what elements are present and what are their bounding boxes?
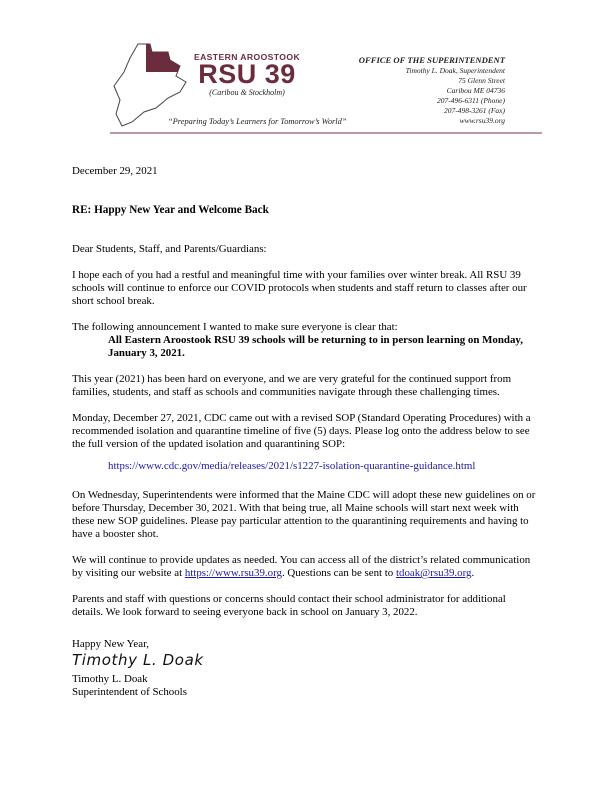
office-line: www.rsu39.org: [459, 116, 505, 125]
paragraph-line: recommended isolation and quarantine timeline of five (5) days. Please log onto the address below to see: [72, 425, 530, 437]
office-line: 207-496-6311 (Phone): [437, 96, 505, 105]
announcement-line: January 3, 2021.: [108, 347, 185, 359]
paragraph-line: I hope each of you had a restful and meaningful time with your families over winter break. All RSU 39: [72, 269, 521, 281]
handwritten-signature: Timothy L. Doak: [72, 651, 204, 669]
paragraph-line: schools will continue to enforce our COVID protocols when students and staff return to classes after our: [72, 282, 527, 294]
paragraph-line: the full version of the updated isolation and quarantining SOP:: [72, 438, 346, 450]
office-line: Caribou ME 04736: [446, 86, 505, 95]
paragraph-line: families, students, and staff as schools and communities navigate through these challenging times.: [72, 386, 500, 398]
letter-subject: RE: Happy New Year and Welcome Back: [72, 204, 269, 216]
signer-title: Superintendent of Schools: [72, 686, 187, 698]
closing: Happy New Year,: [72, 638, 149, 650]
logo-title: RSU 39: [198, 59, 296, 89]
letter-date: December 29, 2021: [72, 165, 158, 177]
paragraph-line: [72, 567, 474, 580]
paragraph-line: short school break.: [72, 295, 155, 307]
paragraph-line: We will continue to provide updates as needed. You can access all of the district’s related communication: [72, 554, 531, 566]
paragraph-line: The following announcement I wanted to make sure everyone is clear that:: [72, 321, 398, 333]
paragraph-line: these new SOP guidelines. Please pay particular attention to the quarantining requirements and having to: [72, 515, 529, 527]
text-span: by visiting our website at: [72, 567, 185, 579]
salutation: Dear Students, Staff, and Parents/Guardians:: [72, 243, 267, 255]
office-line: 207-498-3261 (Fax): [443, 106, 505, 115]
announcement-line: All Eastern Aroostook RSU 39 schools will be returning to in person learning on Monday,: [108, 334, 523, 346]
maine-map-logo: [110, 42, 190, 128]
office-line: 75 Glenn Street: [458, 76, 505, 85]
office-title: OFFICE OF THE SUPERINTENDENT: [358, 55, 505, 65]
paragraph-line: Monday, December 27, 2021, CDC came out with a revised SOP (Standard Operating Procedures) with a: [72, 412, 531, 424]
paragraph-line: This year (2021) has been hard on everyone, and we are very grateful for the continued support from: [72, 373, 512, 385]
text-span: .: [471, 567, 475, 579]
email-link[interactable]: tdoak@rsu39.org: [395, 567, 472, 579]
website-link[interactable]: https://www.rsu39.org: [184, 567, 282, 579]
logo-top-text: EASTERN AROOSTOOK: [193, 52, 301, 62]
tagline: “Preparing Today’s Learners for Tomorrow’s World”: [168, 117, 347, 126]
signer-name: Timothy L. Doak: [72, 673, 148, 685]
paragraph-line: details. We look forward to seeing everyone back in school on January 3, 2022.: [72, 606, 418, 618]
logo-subtitle: (Caribou & Stockholm): [209, 88, 285, 97]
paragraph-line: before Thursday, December 30, 2021. With that being true, all Maine schools will start next week with: [72, 502, 519, 514]
paragraph-line: Parents and staff with questions or concerns should contact their school administrator for additional: [72, 593, 506, 605]
letterhead-divider: [110, 132, 542, 134]
office-line: Timothy L. Doak, Superintendent: [405, 66, 505, 75]
paragraph-line: On Wednesday, Superintendents were informed that the Maine CDC will adopt these new guidelines on or: [72, 489, 536, 501]
office-address-block: [345, 55, 505, 126]
text-span: . Questions can be sent to: [281, 567, 396, 579]
paragraph-line: have a booster shot.: [72, 528, 159, 540]
cdc-guidance-link[interactable]: https://www.cdc.gov/media/releases/2021/s1227-isolation-quarantine-guidance.html: [108, 460, 476, 472]
